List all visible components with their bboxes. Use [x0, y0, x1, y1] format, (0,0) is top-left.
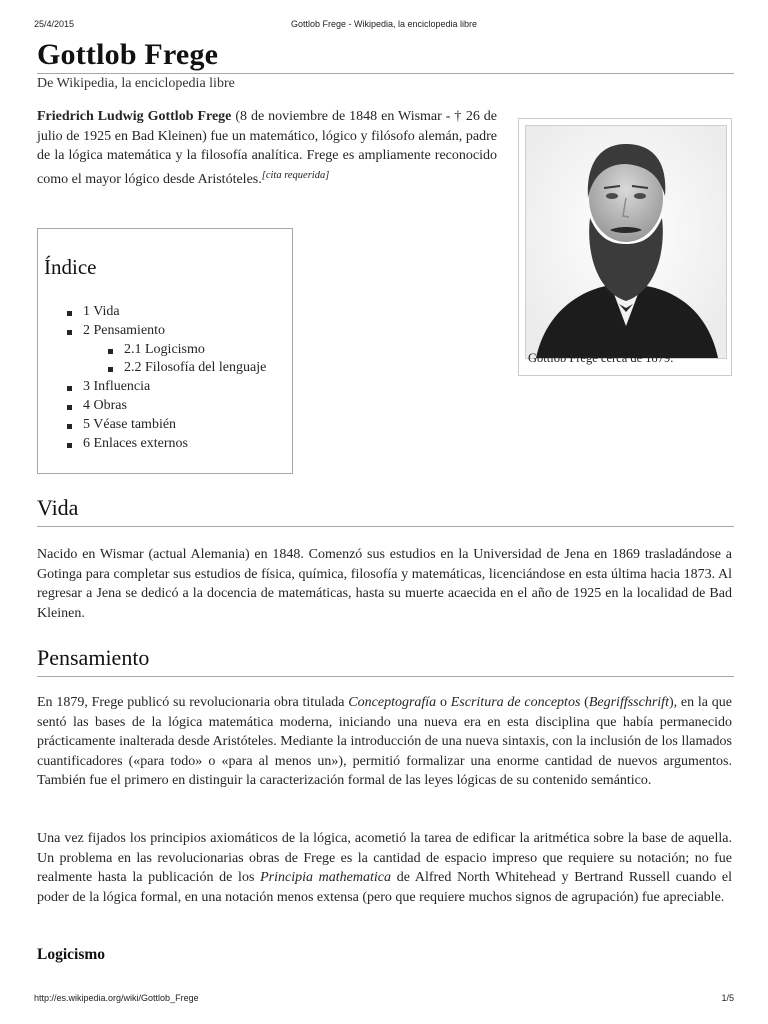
toc-item-filosofia-del-lenguaje[interactable] — [38, 359, 266, 378]
text-run-italic: Conceptografía — [348, 695, 437, 710]
toc-item-label: 3 Influencia — [83, 379, 151, 395]
toc-item-influencia[interactable] — [38, 378, 266, 397]
print-url: http://es.wikipedia.org/wiki/Gottlob_Frege — [34, 993, 199, 1003]
lead-text: (8 de noviembre de 1848 en Wismar - † 26 de julio de 1925 en Bad Kleinen) fue un matemático, lógico y filósofo alemán, padre de la lógica matemática y la filosofía analítica. Frege es ampliamente reconocido como el mayor lógico desde Aristóteles. — [37, 109, 497, 187]
lead-name: Friedrich Ludwig Gottlob Frege — [37, 109, 232, 124]
print-footer — [34, 993, 734, 1005]
text-run-italic: Escritura de conceptos — [450, 695, 581, 710]
text-run: de Alfred North Whitehead y Bertrand Russell cuando el poder de la lógica formal, en una notación menos extensa (pero que requiere muchos signos de agrupación) fue apreciable. — [37, 870, 733, 905]
toc-item-label: 4 Obras — [83, 397, 127, 413]
page-title: Gottlob Frege — [37, 38, 219, 71]
pensamiento-paragraph-2 — [37, 829, 732, 907]
text-run-italic: Principia mathematica — [260, 870, 391, 885]
portrait-illustration — [526, 126, 726, 358]
print-page-title: Gottlob Frege - Wikipedia, la enciclopedia libre — [290, 19, 478, 29]
toc-item-label: 6 Enlaces externos — [83, 435, 188, 451]
toc-item-label: 1 Vida — [83, 304, 120, 319]
portrait-image[interactable] — [525, 125, 727, 359]
text-run: En 1879, Frege publicó su revolucionaria obra titulada — [37, 695, 349, 710]
text-run: o — [436, 695, 451, 710]
title-divider — [37, 73, 734, 74]
print-page-number: 1/5 — [721, 993, 734, 1003]
page-subtitle: De Wikipedia, la enciclopedia libre — [37, 76, 235, 91]
text-run: Una vez fijados los principios axiomáticos de la lógica, acometió la tarea de edificar la aritmética sobre la base de aquella. Un problema en las revolucionarias obras de Frege es la cantidad de espacio impreso que requiere su notación; no fue realmente hasta la publicación de los — [37, 831, 732, 885]
toc-item-label: 2.2 Filosofía del lenguaje — [124, 360, 267, 376]
image-caption: Gottlob Frege cerca de 1879. — [528, 351, 674, 365]
text-run: ), en la que sentó las bases de la lógica matemática moderna, iniciando una nueva era en esta disciplina que había permanecido prácticamente inalterada desde Aristóteles. Mediante la introducción de una nueva sintaxis, con la inclusión de los llamados cuantificadores («para todo» o «para al menos un»), permitió formalizar una enorme cantidad de nuevos argumentos. También fue el primero en distinguir la caracterización formal de las leyes lógicas de su contenido semántico. — [37, 695, 732, 788]
section-heading-logicismo: Logicismo — [37, 946, 106, 963]
toc-item-logicismo[interactable] — [38, 341, 266, 360]
section-divider — [37, 526, 734, 527]
toc-item-vida[interactable] — [38, 303, 266, 322]
infobox — [518, 118, 732, 376]
toc-title: Índice — [44, 255, 97, 279]
section-heading-vida: Vida — [37, 495, 79, 520]
section-divider — [37, 676, 734, 677]
text-run-italic: Begriffsschrift — [588, 695, 669, 710]
toc-item-enlaces-externos[interactable] — [38, 435, 266, 454]
toc-item-pensamiento[interactable] — [38, 322, 266, 341]
citation-needed-link[interactable]: [cita requerida] — [261, 169, 330, 181]
print-date: 25/4/2015 — [34, 19, 75, 29]
text-run: ( — [580, 695, 589, 710]
print-header — [34, 19, 734, 31]
table-of-contents — [37, 228, 293, 474]
lead-paragraph — [37, 107, 497, 189]
pensamiento-paragraph-1 — [37, 693, 732, 791]
toc-item-label: 5 Véase también — [83, 416, 177, 432]
toc-list — [38, 303, 266, 453]
toc-item-label: 2 Pensamiento — [83, 322, 166, 338]
toc-item-label: 2.1 Logicismo — [124, 341, 205, 357]
toc-item-vease-tambien[interactable] — [38, 416, 266, 435]
toc-item-obras[interactable] — [38, 397, 266, 416]
section-heading-pensamiento: Pensamiento — [37, 645, 150, 670]
vida-paragraph: Nacido en Wismar (actual Alemania) en 1848. Comenzó sus estudios en la Universidad de Jena en 1869 trasladándose a Gotinga para completar sus estudios de física, química, filosofía y matemáticas, licenciándose en esta última hacia 1873. Al regresar a Jena se dedicó a la docencia de matemáticas, hasta su muerte acaecida en el año de 1925 en la localidad de Bad Kleinen. — [37, 547, 732, 621]
